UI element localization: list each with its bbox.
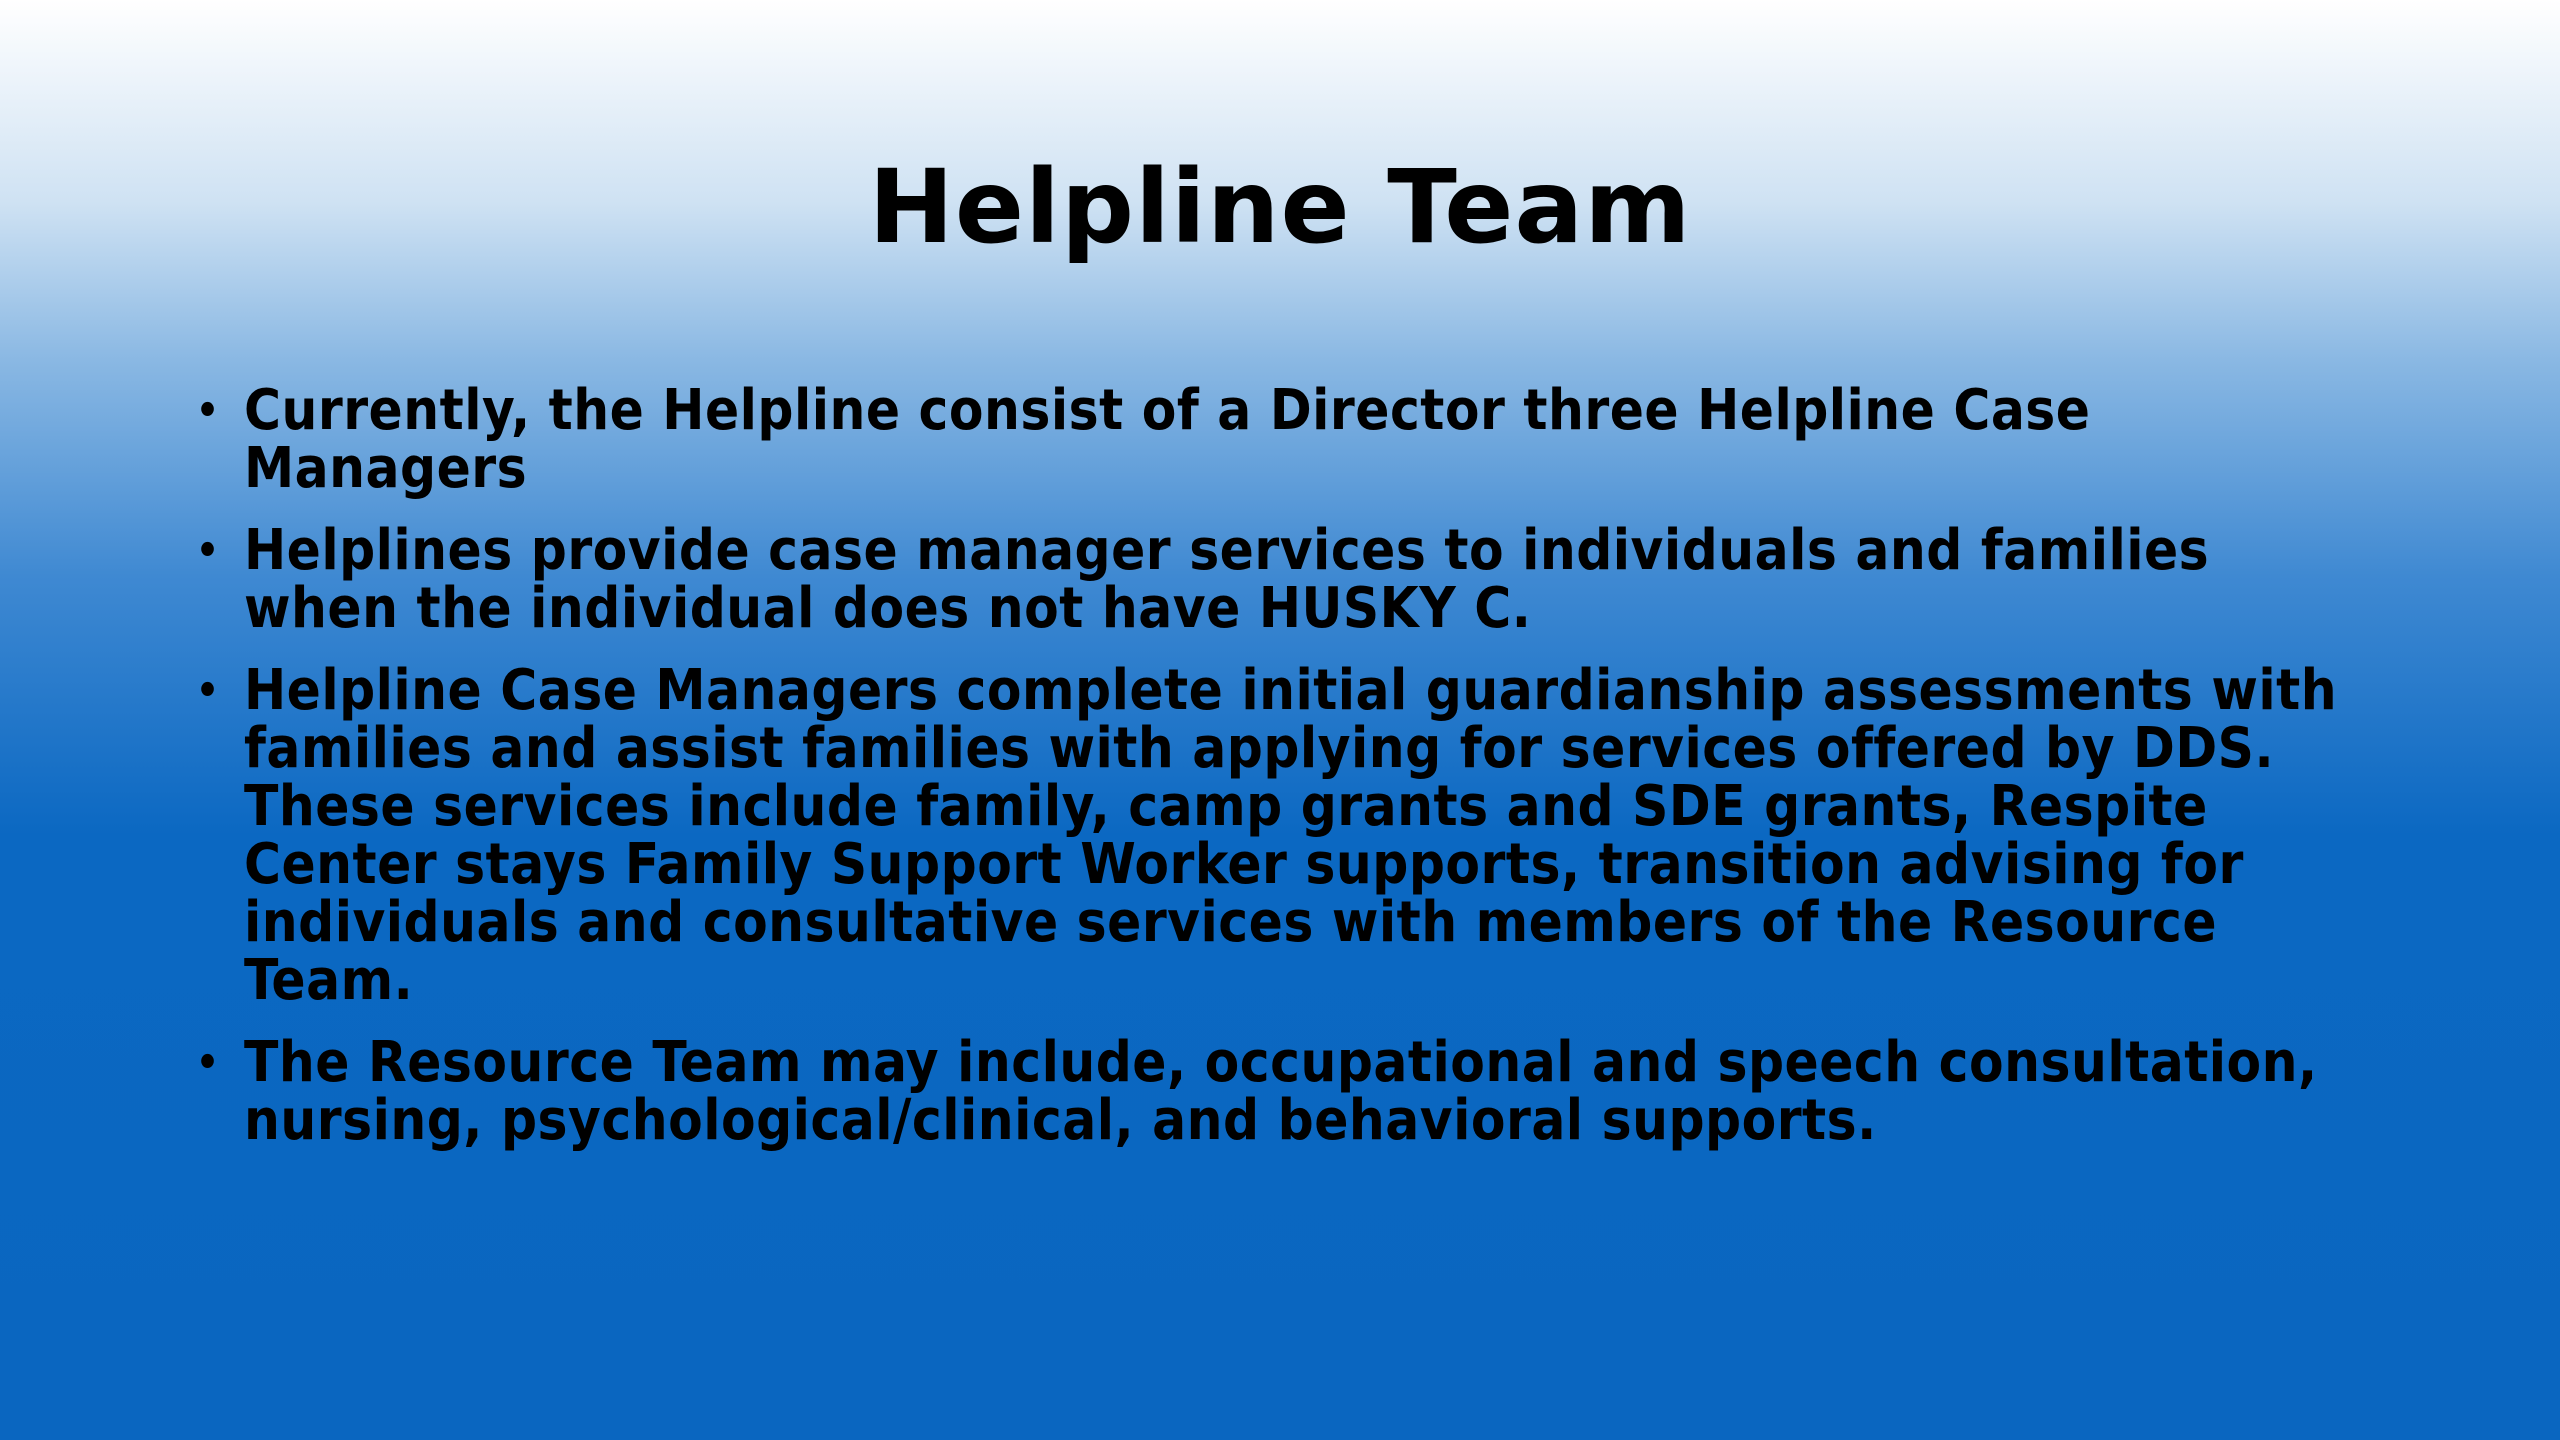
bullet-text: Helplines provide case manager services to individuals and families when the individual does not have HUSKY C. — [244, 518, 2210, 641]
bullet-text: Helpline Case Managers complete initial guardianship assessments with families and assist families with applying for services offered by DDS. These services include family, camp grants and SDE grants, Respite Center stays Family Support Worker supports, transition advising for individuals and consultative services with members of the Resource Team. — [244, 658, 2338, 1013]
bullet-item-resource-team — [196, 1030, 2356, 1153]
bullet-text: The Resource Team may include, occupational and speech consultation, nursing, psychological/clinical, and behavioral supports. — [244, 1030, 2318, 1153]
bullet-dot-icon: • — [196, 528, 220, 574]
bullet-item-case-managers — [196, 658, 2356, 1013]
bullet-dot-icon: • — [196, 388, 220, 434]
bullet-dot-icon: • — [196, 1040, 220, 1086]
bullet-item-director — [196, 378, 2356, 501]
bullet-dot-icon: • — [196, 668, 220, 714]
slide-title: Helpline Team — [868, 148, 1692, 267]
bullet-item-services — [196, 518, 2356, 641]
bullet-text: Currently, the Helpline consist of a Director three Helpline Case Managers — [244, 378, 2091, 501]
bullet-list — [196, 378, 2356, 1174]
